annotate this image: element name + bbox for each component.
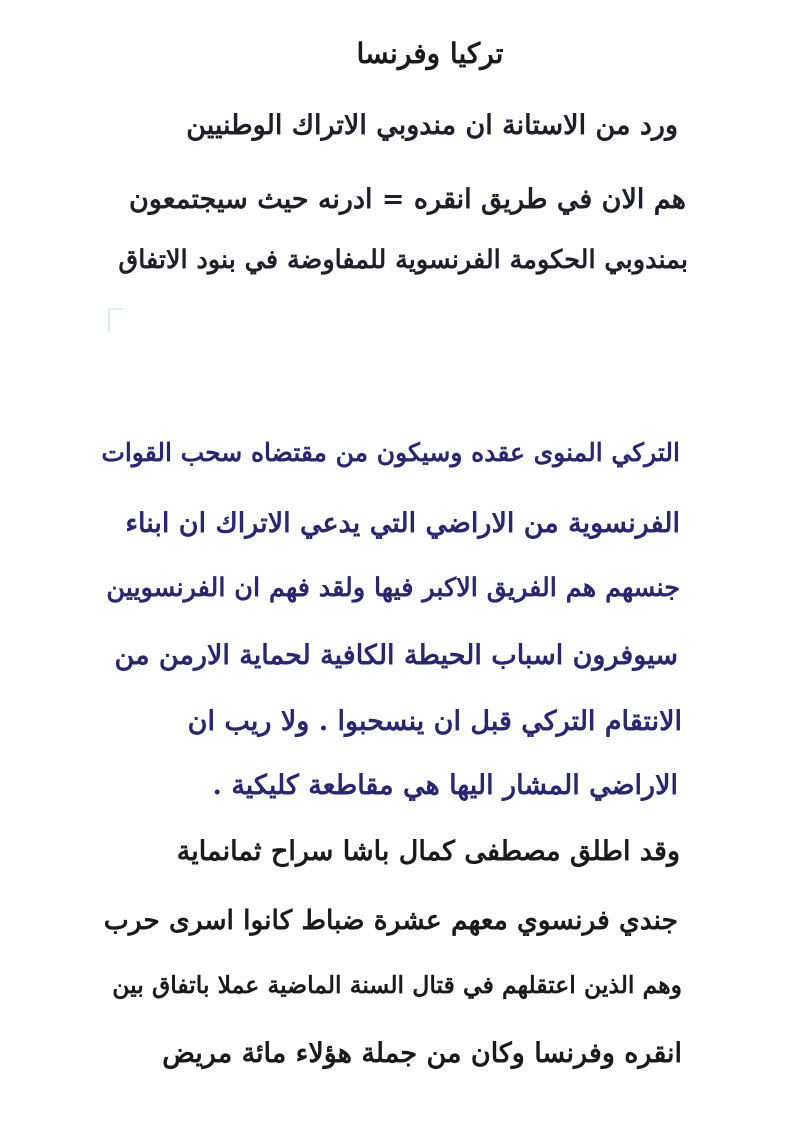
article-title: تركيا وفرنسا xyxy=(356,37,504,70)
paragraph2-line3: جنسهم هم الفريق الاكبر فيها ولقد فهم ان الفرنسويين xyxy=(106,573,680,603)
paragraph2-line6: الاراضي المشار اليها هي مقاطعة كليكية . xyxy=(212,770,678,801)
paragraph1-line3: بمندوبي الحكومة الفرنسوية للمفاوضة في بنود الاتفاق xyxy=(118,245,688,275)
paragraph2-line1: التركي المنوى عقده وسيكون من مقتضاه سحب القوات xyxy=(101,438,680,467)
paragraph3-line2: جندي فرنسوي معهم عشرة ضباط كانوا اسرى حرب xyxy=(103,905,678,936)
paragraph2-line5: الانتقام التركي قبل ان ينسحبوا . ولا ريب ان xyxy=(187,706,682,737)
paragraph1-line2: هم الان في طريق انقره = ادرنه حيث سيجتمعون xyxy=(129,184,686,215)
paragraph1-line1: ورد من الاستانة ان مندوبي الاتراك الوطنيين xyxy=(186,110,678,141)
paragraph3-line3: وهم الذين اعتقلهم في قتال السنة الماضية عملا باتفاق بين xyxy=(112,971,682,999)
paragraph3-line4: انقره وفرنسا وكان من جملة هؤلاء مائة مريض xyxy=(162,1038,682,1069)
paragraph2-line4: سيوفرون اسباب الحيطة الكافية لحماية الارمن من xyxy=(114,640,678,671)
paragraph3-line1: وقد اطلق مصطفى كمال باشا سراح ثمانماية xyxy=(176,836,680,867)
faint-ink-mark xyxy=(108,308,124,332)
paragraph2-line2: الفرنسوية من الاراضي التي يدعي الاتراك ان ابناء xyxy=(125,508,680,539)
